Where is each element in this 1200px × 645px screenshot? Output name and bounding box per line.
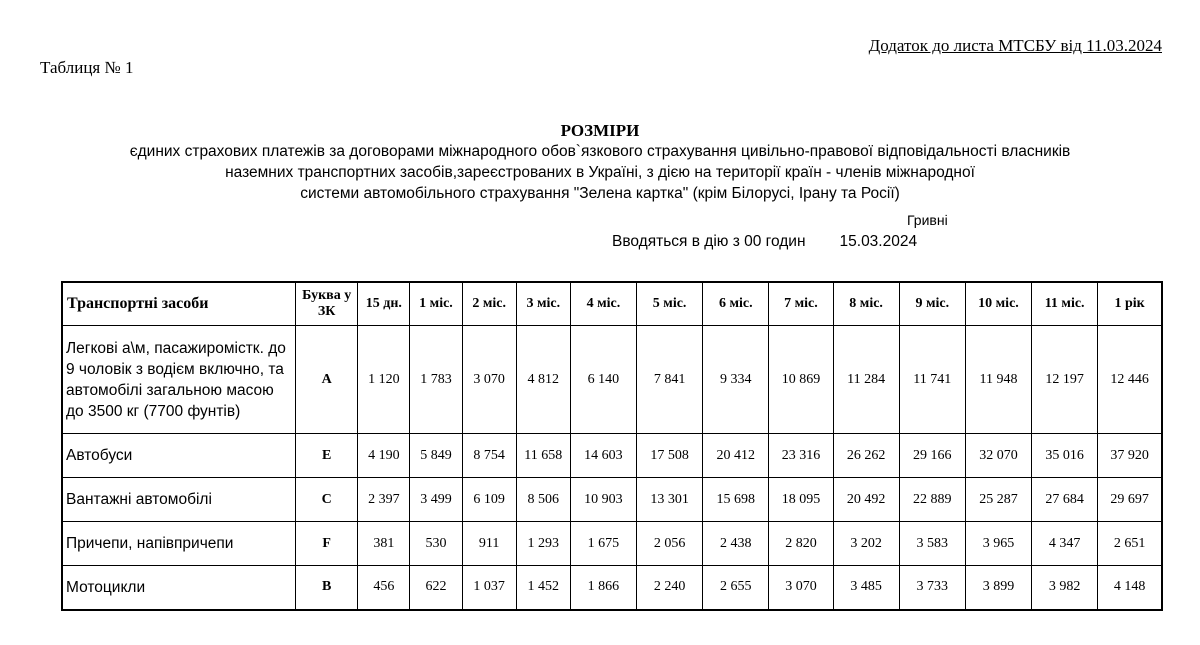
rate-cell: 10 903: [570, 478, 636, 522]
rate-cell: 8 506: [516, 478, 570, 522]
header-period: 15 дн.: [358, 282, 410, 326]
rate-cell: 2 397: [358, 478, 410, 522]
vehicle-code: E: [296, 434, 358, 478]
rate-cell: 27 684: [1032, 478, 1098, 522]
header-letter-line-2: ЗК: [317, 304, 336, 319]
rate-cell: 1 452: [516, 566, 570, 610]
rate-cell: 3 202: [833, 522, 899, 566]
rate-cell: 9 334: [703, 326, 769, 434]
table-row: [62, 522, 1162, 566]
rate-cell: 4 190: [358, 434, 410, 478]
rate-cell: 29 166: [899, 434, 965, 478]
rate-cell: 8 754: [462, 434, 516, 478]
vehicle-code: C: [296, 478, 358, 522]
rate-cell: 7 841: [637, 326, 703, 434]
rate-cell: 12 197: [1032, 326, 1098, 434]
rate-cell: 3 070: [769, 566, 833, 610]
title-line-1: єдиних страхових платежів за договорами міжнародного обов`язкового страхування цивільно-правової відповідальності власників: [129, 143, 1071, 160]
rate-cell: 6 109: [462, 478, 516, 522]
vehicle-name: Мотоцикли: [62, 566, 296, 610]
rate-cell: 2 240: [637, 566, 703, 610]
effective-date-line: [612, 233, 917, 251]
rate-cell: 911: [462, 522, 516, 566]
rate-cell: 2 438: [703, 522, 769, 566]
rate-cell: 22 889: [899, 478, 965, 522]
rate-cell: 6 140: [570, 326, 636, 434]
rate-cell: 2 655: [703, 566, 769, 610]
effective-date: 15.03.2024: [839, 233, 918, 250]
header-period: 8 міс.: [833, 282, 899, 326]
rate-cell: 622: [410, 566, 462, 610]
header-period: 11 міс.: [1032, 282, 1098, 326]
vehicle-code: B: [296, 566, 358, 610]
rate-cell: 3 733: [899, 566, 965, 610]
rate-cell: 5 849: [410, 434, 462, 478]
rate-cell: 3 070: [462, 326, 516, 434]
rate-cell: 26 262: [833, 434, 899, 478]
rate-cell: 1 783: [410, 326, 462, 434]
rate-cell: 11 284: [833, 326, 899, 434]
header-letter-line-1: Буква у: [302, 288, 352, 303]
table-header-row: [62, 282, 1162, 326]
rate-cell: 3 499: [410, 478, 462, 522]
rate-cell: 15 698: [703, 478, 769, 522]
rate-cell: 1 037: [462, 566, 516, 610]
vehicle-code: F: [296, 522, 358, 566]
rate-cell: 20 492: [833, 478, 899, 522]
rate-cell: 2 056: [637, 522, 703, 566]
rate-cell: 35 016: [1032, 434, 1098, 478]
rate-cell: 18 095: [769, 478, 833, 522]
effective-label: Вводяться в дію з 00 годин: [612, 233, 806, 250]
header-period: 9 міс.: [899, 282, 965, 326]
header-period: 7 міс.: [769, 282, 833, 326]
rate-cell: 29 697: [1098, 478, 1162, 522]
vehicle-name: Причепи, напівпричепи: [62, 522, 296, 566]
rate-cell: 4 812: [516, 326, 570, 434]
rate-cell: 10 869: [769, 326, 833, 434]
vehicle-code: A: [296, 326, 358, 434]
header-period: 1 рік: [1098, 282, 1162, 326]
rate-cell: 4 148: [1098, 566, 1162, 610]
title-heading: РОЗМІРИ: [560, 121, 640, 140]
document-title: [0, 120, 1200, 204]
rate-cell: 1 293: [516, 522, 570, 566]
rate-cell: 3 583: [899, 522, 965, 566]
header-period: 4 міс.: [570, 282, 636, 326]
rate-cell: 32 070: [965, 434, 1031, 478]
table-number: Таблиця № 1: [40, 58, 134, 77]
vehicle-name: Вантажні автомобілі: [62, 478, 296, 522]
rate-cell: 12 446: [1098, 326, 1162, 434]
rate-cell: 4 347: [1032, 522, 1098, 566]
table-row: [62, 566, 1162, 610]
rate-cell: 23 316: [769, 434, 833, 478]
table-row: [62, 326, 1162, 434]
rates-table: [61, 281, 1163, 611]
header-period: 6 міс.: [703, 282, 769, 326]
header-period: 5 міс.: [637, 282, 703, 326]
rate-cell: 13 301: [637, 478, 703, 522]
annex-note: Додаток до листа МТСБУ від 11.03.2024: [868, 36, 1162, 55]
rate-cell: 530: [410, 522, 462, 566]
title-line-3: системи автомобільного страхування "Зелена картка" (крім Білорусі, Ірану та Росії): [300, 185, 900, 202]
rate-cell: 1 675: [570, 522, 636, 566]
rate-cell: 11 741: [899, 326, 965, 434]
title-line-2: наземних транспортних засобів,зареєстрованих в Україні, з дією на території країн - членів міжнародної: [225, 164, 975, 181]
rate-cell: 381: [358, 522, 410, 566]
rate-cell: 456: [358, 566, 410, 610]
rate-cell: 2 651: [1098, 522, 1162, 566]
table-row: [62, 434, 1162, 478]
header-letter: [296, 282, 358, 326]
header-period: 2 міс.: [462, 282, 516, 326]
rate-cell: 3 982: [1032, 566, 1098, 610]
header-period: 1 міс.: [410, 282, 462, 326]
rate-cell: 3 485: [833, 566, 899, 610]
vehicle-name: Автобуси: [62, 434, 296, 478]
rate-cell: 1 120: [358, 326, 410, 434]
vehicle-name: Легкові а\м, пасажиромістк. до 9 чоловік з водієм включно, та автомобілі загальною масою до 3500 кг (7700 фунтів): [62, 326, 296, 434]
rate-cell: 3 899: [965, 566, 1031, 610]
rate-cell: 25 287: [965, 478, 1031, 522]
rate-cell: 11 658: [516, 434, 570, 478]
rate-cell: 2 820: [769, 522, 833, 566]
rate-cell: 11 948: [965, 326, 1031, 434]
rate-cell: 17 508: [637, 434, 703, 478]
currency-label: Гривні: [907, 212, 948, 228]
rate-cell: 37 920: [1098, 434, 1162, 478]
rate-cell: 20 412: [703, 434, 769, 478]
header-period: 3 міс.: [516, 282, 570, 326]
header-vehicles: Транспортні засоби: [62, 282, 296, 326]
header-period: 10 міс.: [965, 282, 1031, 326]
table-row: [62, 478, 1162, 522]
rate-cell: 1 866: [570, 566, 636, 610]
rate-cell: 3 965: [965, 522, 1031, 566]
rate-cell: 14 603: [570, 434, 636, 478]
